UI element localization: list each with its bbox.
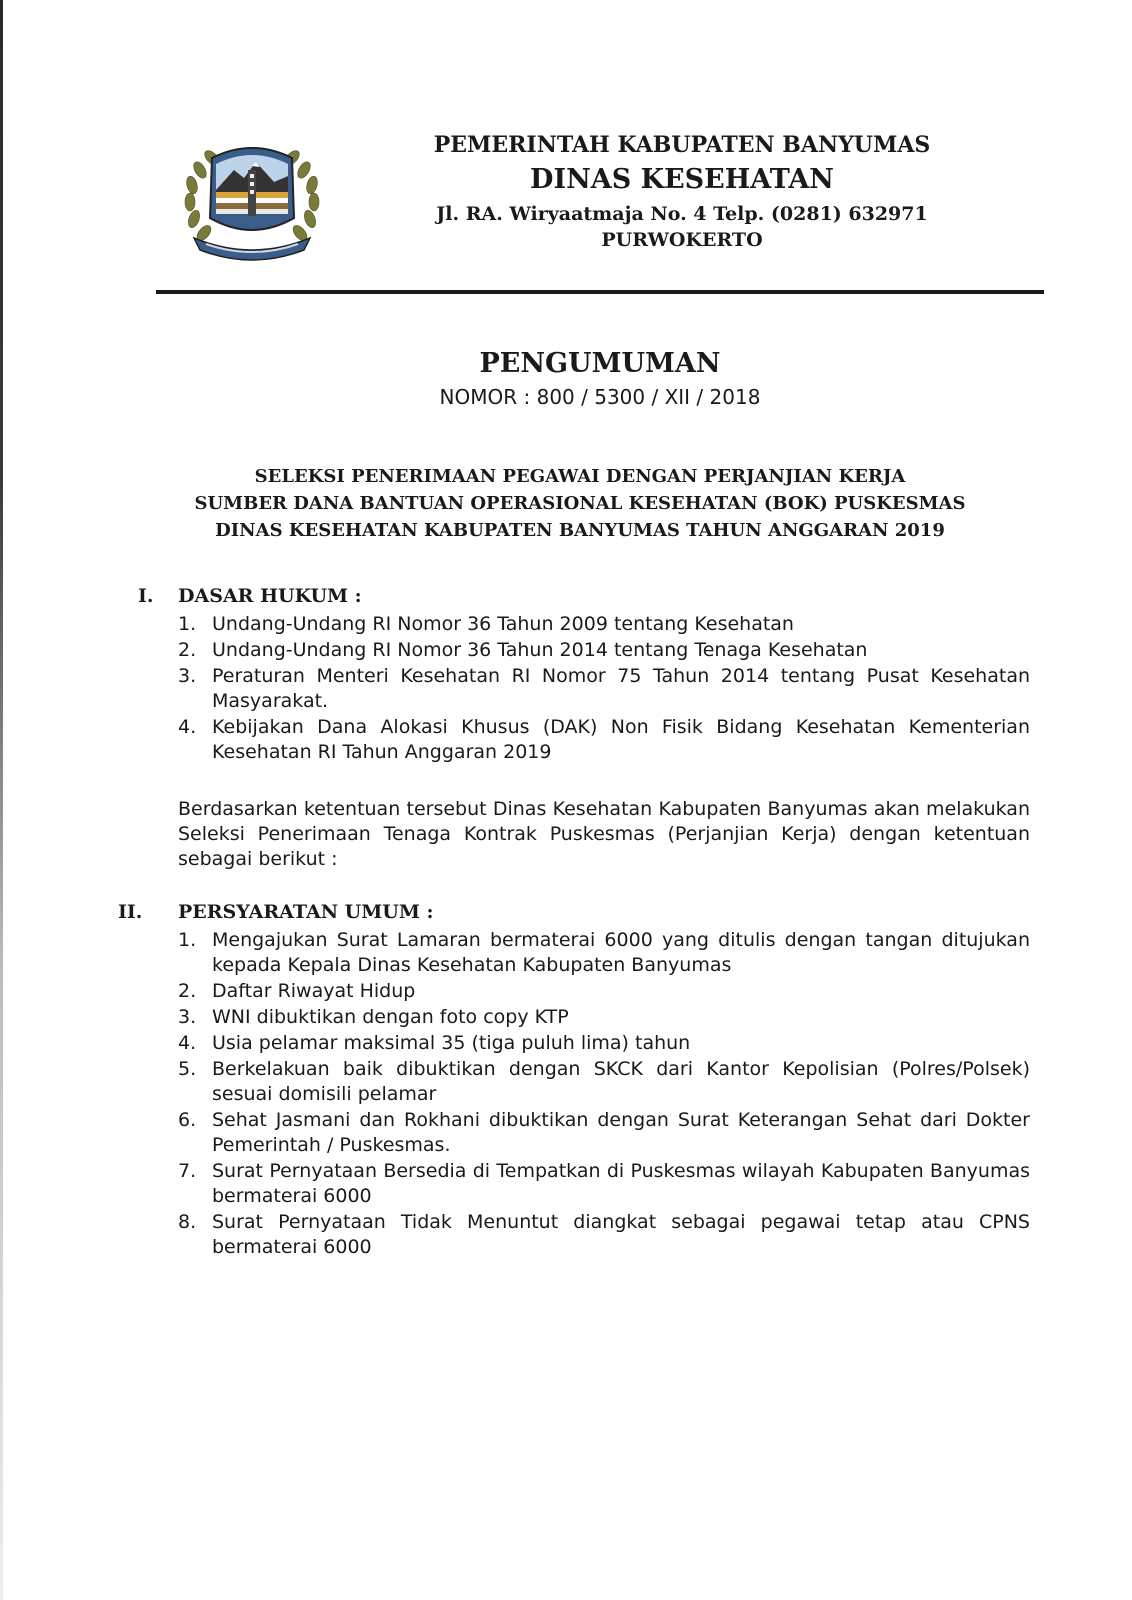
section-1-list [178, 612, 1030, 766]
letterhead-government: PEMERINTAH KABUPATEN BANYUMAS [433, 132, 931, 158]
list-item: 4. Usia pelamar maksimal 35 (tiga puluh lima) tahun [178, 1032, 691, 1054]
letterhead-address: Jl. RA. Wiryaatmaja No. 4 Telp. (0281) 632971 [436, 203, 928, 225]
list-item: 7. Surat Pernyataan Bersedia di Tempatkan di Puskesmas wilayah Kabupaten Banyumas bermaterai 6000 [178, 1160, 1030, 1207]
section-2-numeral: II. [118, 901, 143, 923]
letterhead-city: PURWOKERTO [601, 229, 763, 251]
list-item: 3. WNI dibuktikan dengan foto copy KTP [178, 1006, 569, 1028]
section-2-title: PERSYARATAN UMUM : [178, 901, 434, 923]
announcement-title: PENGUMUMAN [479, 348, 721, 379]
section-1-title: DASAR HUKUM : [178, 585, 362, 607]
subject-line-3: DINAS KESEHATAN KABUPATEN BANYUMAS TAHUN ANGGARAN 2019 [215, 520, 945, 541]
list-item: 2. Undang-Undang RI Nomor 36 Tahun 2014 tentang Tenaga Kesehatan [178, 639, 868, 661]
list-item: 4. Kebijakan Dana Alokasi Khusus (DAK) Non Fisik Bidang Kesehatan Kementerian Kesehatan RI Tahun Anggaran 2019 [178, 716, 1030, 763]
subject-line-2: SUMBER DANA BANTUAN OPERASIONAL KESEHATAN (BOK) PUSKESMAS [194, 493, 966, 514]
subject-line-1: SELEKSI PENERIMAAN PEGAWAI DENGAN PERJANJIAN KERJA [254, 466, 906, 487]
list-item: 2. Daftar Riwayat Hidup [178, 980, 416, 1002]
letterhead-department: DINAS KESEHATAN [530, 164, 834, 195]
list-item: 6. Sehat Jasmani dan Rokhani dibuktikan dengan Surat Keterangan Sehat dari Dokter Pemerintah / Puskesmas. [178, 1109, 1030, 1156]
list-item: 1. Undang-Undang RI Nomor 36 Tahun 2009 tentang Kesehatan [178, 613, 794, 635]
section-1-numeral: I. [138, 585, 154, 607]
banyumas-regency-emblem-icon [182, 130, 322, 265]
section-2-list [178, 928, 1030, 1261]
letterhead-divider [156, 290, 1044, 294]
section-1-paragraph: Berdasarkan ketentuan tersebut Dinas Kesehatan Kabupaten Banyumas akan melakukan Seleksi Penerimaan Tenaga Kontrak Puskesmas (Perjanjian Kerja) dengan ketentuan sebagai berikut : [178, 798, 1030, 870]
scan-edge [0, 0, 3, 1600]
list-item: 8. Surat Pernyataan Tidak Menuntut diangkat sebagai pegawai tetap atau CPNS bermaterai 6000 [178, 1211, 1030, 1258]
announcement-number: NOMOR : 800 / 5300 / XII / 2018 [439, 385, 761, 409]
list-item: 5. Berkelakuan baik dibuktikan dengan SKCK dari Kantor Kepolisian (Polres/Polsek) sesuai domisili pelamar [178, 1058, 1030, 1105]
list-item: 3. Peraturan Menteri Kesehatan RI Nomor 75 Tahun 2014 tentang Pusat Kesehatan Masyarakat. [178, 665, 1030, 712]
list-item: 1. Mengajukan Surat Lamaran bermaterai 6000 yang ditulis dengan tangan ditujukan kepada Kepala Dinas Kesehatan Kabupaten Banyumas [178, 929, 1030, 976]
